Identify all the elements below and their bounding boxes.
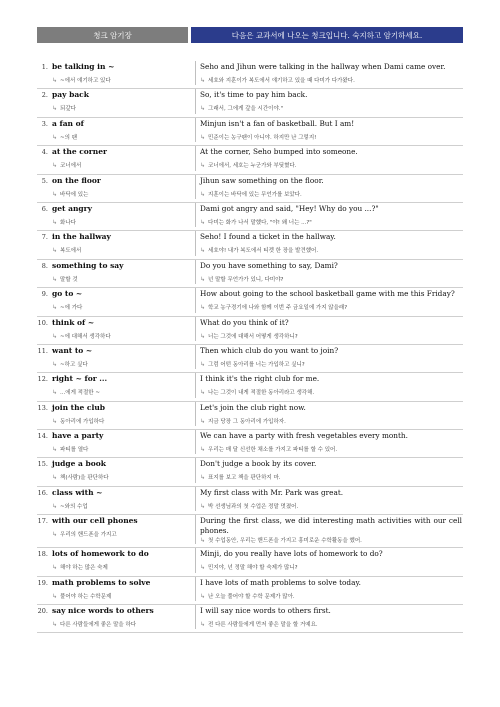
example-sentence: We can have a party with fresh vegetables every month. [200, 431, 408, 441]
chunk-meaning-text: 코너에서 [60, 163, 82, 170]
chunk-meaning-text: 화나다 [60, 219, 76, 226]
arrow-icon: ↳ [52, 162, 58, 170]
translation-text: 첫 수업동안, 우리는 핸드폰을 가지고 흥미로운 수학활동을 했어. [208, 538, 362, 545]
arrow-icon: ↳ [200, 162, 206, 170]
sentence-translation [200, 473, 281, 481]
item-number: 17. [37, 517, 48, 526]
sentence-translation [200, 502, 298, 510]
sentence-translation [200, 417, 286, 425]
arrow-icon: ↳ [200, 389, 206, 397]
list-item [37, 548, 463, 576]
arrow-icon: ↳ [52, 77, 58, 84]
list-item [37, 487, 463, 515]
column-divider [195, 548, 196, 572]
example-sentence: My first class with Mr. Park was great. [200, 487, 344, 497]
column-divider [195, 458, 196, 482]
chunk-meaning-text: 바닥에 있는 [60, 191, 89, 198]
translation-text: 박 선생님과의 첫 수업은 정말 멋졌어. [208, 503, 299, 510]
chunk-meaning-text: 해야 하는 많은 숙제 [60, 565, 108, 572]
item-number: 9. [41, 290, 48, 299]
list-item [37, 203, 463, 231]
arrow-icon: ↳ [52, 247, 58, 255]
translation-text: 학교 농구경기에 나와 함께 이번 주 금요일에 가지 않을래? [208, 305, 348, 312]
item-number: 5. [41, 176, 48, 185]
page-header [37, 27, 463, 43]
sentence-translation [200, 190, 302, 198]
translation-text: 나는 그것이 내게 적절한 동아리라고 생각해. [208, 390, 315, 397]
translation-text: 코너에서, 세호는 누군가와 부딪혔다. [208, 163, 297, 170]
translation-text: 지훈이는 바닥에 있는 무언가를 보았다. [208, 191, 302, 198]
list-item [37, 260, 463, 288]
chunk-meaning-text: 되갚다 [60, 106, 76, 113]
arrow-icon: ↳ [200, 332, 206, 340]
arrow-icon: ↳ [52, 332, 58, 340]
arrow-icon: ↳ [52, 531, 58, 539]
example-sentence: How about going to the school basketball game with me this Friday? [200, 289, 455, 299]
arrow-icon: ↳ [52, 105, 58, 113]
list-item [37, 317, 463, 345]
chunk-meaning-text: 다른 사람들에게 좋은 말을 하다 [60, 622, 137, 629]
arrow-icon: ↳ [200, 77, 206, 84]
column-divider [195, 515, 196, 544]
column-divider [195, 430, 196, 454]
translation-text: 전 다른 사람들에게 먼저 좋은 말을 할 거예요. [208, 622, 318, 629]
sentence-translation [200, 563, 298, 571]
translation-text: 지금 당장 그 동아리에 가입하자. [208, 418, 286, 425]
example-sentence: At the corner, Seho bumped into someone. [200, 147, 358, 157]
chunk-meaning [52, 218, 76, 226]
column-divider [195, 605, 196, 629]
sentence-translation [200, 303, 347, 311]
arrow-icon: ↳ [52, 474, 58, 482]
list-item [37, 288, 463, 316]
header-title: 청크 암기장 [37, 27, 188, 43]
chunk-phrase: something to say [52, 260, 124, 270]
sentence-translation [200, 360, 305, 368]
item-number: 8. [41, 261, 48, 270]
translation-text: 세호야! 내가 복도에서 티켓 한 장을 발견했어. [208, 248, 319, 255]
translation-text: 세호와 지훈이가 복도에서 얘기하고 있을 때 다미가 다가왔다. [208, 78, 355, 84]
chunk-phrase: on the floor [52, 175, 101, 185]
column-divider [195, 260, 196, 284]
list-item [37, 577, 463, 605]
arrow-icon: ↳ [200, 592, 206, 600]
arrow-icon: ↳ [200, 621, 206, 629]
chunk-meaning [52, 104, 76, 112]
chunk-meaning-text: 파티를 열다 [60, 447, 89, 454]
chunk-meaning [52, 190, 88, 198]
sentence-translation [200, 133, 316, 141]
list-item [37, 118, 463, 146]
sentence-translation [200, 592, 295, 600]
chunk-meaning [52, 133, 77, 141]
translation-text: 그럼 어떤 동아리를 너는 가입하고 싶니? [208, 361, 305, 368]
translation-text: 난 오늘 풀어야 할 수학 문제가 많아. [208, 593, 295, 600]
arrow-icon: ↳ [52, 621, 58, 629]
item-number: 13. [37, 403, 48, 412]
column-divider [195, 203, 196, 227]
chunk-meaning [52, 275, 78, 283]
item-number: 10. [37, 318, 48, 327]
example-sentence: Jihun saw something on the floor. [200, 175, 324, 185]
chunk-meaning-text: 책(사람)을 판단하다 [60, 475, 109, 482]
sentence-translation [200, 76, 355, 84]
arrow-icon: ↳ [52, 564, 58, 572]
item-number: 20. [37, 607, 48, 616]
arrow-icon: ↳ [52, 360, 58, 368]
item-number: 6. [41, 204, 48, 213]
chunk-meaning [52, 417, 104, 425]
item-number: 18. [37, 550, 48, 559]
arrow-icon: ↳ [200, 133, 206, 141]
chunk-phrase: think of ~ [52, 317, 95, 327]
translation-text: 넌 말할 무언가가 있니, 다미야? [208, 276, 284, 283]
list-item [37, 430, 463, 458]
chunk-phrase: right ~ for ... [52, 374, 108, 384]
translation-text: 우리는 매 달 신선한 채소를 가지고 파티를 할 수 있어. [208, 447, 338, 454]
item-number: 2. [41, 91, 48, 100]
example-sentence: Do you have something to say, Dami? [200, 260, 338, 270]
column-divider [195, 577, 196, 601]
example-sentence: During the first class, we did interesting math activities with our cell phones. [200, 516, 462, 535]
arrow-icon: ↳ [200, 218, 206, 226]
sentence-translation [200, 161, 296, 169]
column-divider [195, 175, 196, 199]
chunk-list [37, 61, 463, 633]
chunk-phrase: in the hallway [52, 232, 111, 242]
chunk-phrase: judge a book [52, 459, 106, 469]
sentence-translation [200, 388, 314, 396]
chunk-meaning-text: 동아리에 가입하다 [60, 418, 105, 425]
sentence-translation [200, 332, 298, 340]
example-sentence: Minjun isn't a fan of basketball. But I am! [200, 118, 355, 128]
item-number: 16. [37, 488, 48, 497]
chunk-meaning [52, 76, 111, 84]
item-number: 12. [37, 375, 48, 384]
chunk-phrase: math problems to solve [52, 577, 151, 587]
arrow-icon: ↳ [200, 537, 206, 545]
chunk-meaning [52, 161, 81, 169]
sentence-translation [200, 620, 318, 628]
chunk-phrase: class with ~ [52, 487, 103, 497]
column-divider [195, 61, 196, 85]
header-instruction: 다음은 교과서에 나오는 청크입니다. 숙지하고 암기하세요. [191, 27, 463, 43]
item-number: 11. [37, 346, 48, 355]
arrow-icon: ↳ [52, 592, 58, 600]
sentence-translation [200, 275, 283, 283]
translation-text: 너는 그것에 대해서 어떻게 생각하니? [208, 333, 298, 340]
arrow-icon: ↳ [52, 190, 58, 198]
chunk-meaning-text: ...에게 적절한 ~ [60, 390, 100, 397]
example-sentence: I think it's the right club for me. [200, 374, 320, 384]
list-item [37, 402, 463, 430]
arrow-icon: ↳ [200, 105, 206, 113]
list-item [37, 515, 463, 548]
chunk-meaning [52, 388, 100, 396]
item-number: 7. [41, 233, 48, 242]
arrow-icon: ↳ [200, 564, 206, 572]
chunk-meaning [52, 563, 108, 571]
chunk-meaning [52, 530, 117, 538]
chunk-phrase: with our cell phones [52, 516, 138, 526]
column-divider [195, 317, 196, 341]
arrow-icon: ↳ [200, 247, 206, 255]
chunk-meaning-text: 복도에서 [60, 248, 82, 255]
arrow-icon: ↳ [52, 417, 58, 425]
list-item [37, 373, 463, 401]
list-item [37, 605, 463, 633]
column-divider [195, 487, 196, 511]
translation-text: 다미는 화가 나서 말했다, "야! 왜 너는 ...?" [208, 219, 312, 226]
chunk-meaning-text: ~의 팬 [60, 134, 78, 141]
arrow-icon: ↳ [52, 389, 58, 397]
chunk-meaning [52, 303, 82, 311]
chunk-meaning [52, 592, 111, 600]
example-sentence: Dami got angry and said, "Hey! Why do you ...?" [200, 203, 379, 213]
chunk-meaning-text: ~에 가다 [60, 305, 83, 312]
example-sentence: Seho and Jihun were talking in the hallway when Dami came over. [200, 62, 446, 71]
arrow-icon: ↳ [52, 446, 58, 454]
column-divider [195, 402, 196, 426]
chunk-phrase: want to ~ [52, 345, 93, 355]
chunk-phrase: get angry [52, 203, 92, 213]
arrow-icon: ↳ [52, 304, 58, 312]
chunk-meaning-text: 풀어야 하는 수학문제 [60, 593, 112, 600]
column-divider [195, 373, 196, 397]
chunk-meaning-text: ~에 대해서 생각하다 [60, 333, 111, 340]
arrow-icon: ↳ [200, 304, 206, 312]
arrow-icon: ↳ [52, 133, 58, 141]
item-number: 3. [41, 119, 48, 128]
chunk-meaning [52, 620, 136, 628]
sentence-translation [200, 246, 318, 254]
example-sentence: I have lots of math problems to solve today. [200, 577, 361, 587]
chunk-meaning [52, 246, 81, 254]
column-divider [195, 345, 196, 369]
chunk-meaning [52, 473, 109, 481]
arrow-icon: ↳ [52, 502, 58, 510]
chunk-meaning [52, 360, 88, 368]
column-divider [195, 89, 196, 113]
chunk-meaning-text: ~하고 싶다 [60, 361, 88, 368]
translation-text: 그래서, 그에게 갚을 시간이야." [208, 106, 284, 113]
example-sentence: What do you think of it? [200, 317, 289, 327]
chunk-phrase: go to ~ [52, 289, 83, 299]
example-sentence: Don't judge a book by its cover. [200, 459, 317, 469]
item-number: 14. [37, 432, 48, 441]
chunk-phrase: pay back [52, 90, 89, 100]
item-number: 4. [41, 148, 48, 157]
column-divider [195, 146, 196, 170]
column-divider [195, 288, 196, 312]
sentence-translation [200, 536, 362, 544]
chunk-meaning-text: ~와의 수업 [60, 503, 88, 510]
arrow-icon: ↳ [200, 275, 206, 283]
list-item [37, 458, 463, 486]
example-sentence: Seho! I found a ticket in the hallway. [200, 232, 336, 242]
sentence-translation [200, 218, 312, 226]
column-divider [195, 231, 196, 255]
chunk-phrase: at the corner [52, 147, 107, 157]
arrow-icon: ↳ [200, 502, 206, 510]
arrow-icon: ↳ [200, 474, 206, 482]
column-divider [195, 118, 196, 142]
list-item [37, 231, 463, 259]
chunk-phrase: say nice words to others [52, 606, 154, 616]
item-number: 19. [37, 578, 48, 587]
arrow-icon: ↳ [52, 275, 58, 283]
chunk-meaning [52, 445, 88, 453]
arrow-icon: ↳ [200, 446, 206, 454]
example-sentence: Then which club do you want to join? [200, 345, 339, 355]
list-item [37, 61, 463, 89]
chunk-phrase: a fan of [52, 118, 84, 128]
translation-text: 민준이는 농구팬이 아니야. 하지만 난 그렇지! [208, 134, 317, 141]
chunk-meaning [52, 332, 111, 340]
example-sentence: I will say nice words to others first. [200, 606, 331, 616]
arrow-icon: ↳ [200, 190, 206, 198]
chunk-phrase: lots of homework to do [52, 549, 149, 559]
chunk-phrase: have a party [52, 431, 104, 441]
translation-text: 민지야, 넌 정말 해야 할 숙제가 많니? [208, 565, 298, 572]
list-item [37, 175, 463, 203]
arrow-icon: ↳ [200, 360, 206, 368]
arrow-icon: ↳ [200, 417, 206, 425]
list-item [37, 146, 463, 174]
chunk-meaning-text: 말할 것 [60, 276, 78, 283]
sentence-translation [200, 104, 283, 112]
chunk-meaning-text: 우리의 핸드폰을 가지고 [60, 532, 117, 539]
item-number: 15. [37, 460, 48, 469]
chunk-phrase: be talking in ~ [52, 62, 115, 71]
example-sentence: Minji, do you really have lots of homework to do? [200, 549, 383, 559]
translation-text: 표지를 보고 책을 판단하지 마. [208, 475, 281, 482]
sentence-translation [200, 445, 337, 453]
chunk-meaning [52, 502, 88, 510]
arrow-icon: ↳ [52, 218, 58, 226]
chunk-meaning-text: ~에서 얘기하고 있다 [60, 78, 111, 84]
example-sentence: So, it's time to pay him back. [200, 90, 308, 100]
item-number: 1. [41, 63, 48, 71]
chunk-phrase: join the club [52, 402, 106, 412]
list-item [37, 345, 463, 373]
example-sentence: Let's join the club right now. [200, 402, 306, 412]
list-item [37, 89, 463, 117]
